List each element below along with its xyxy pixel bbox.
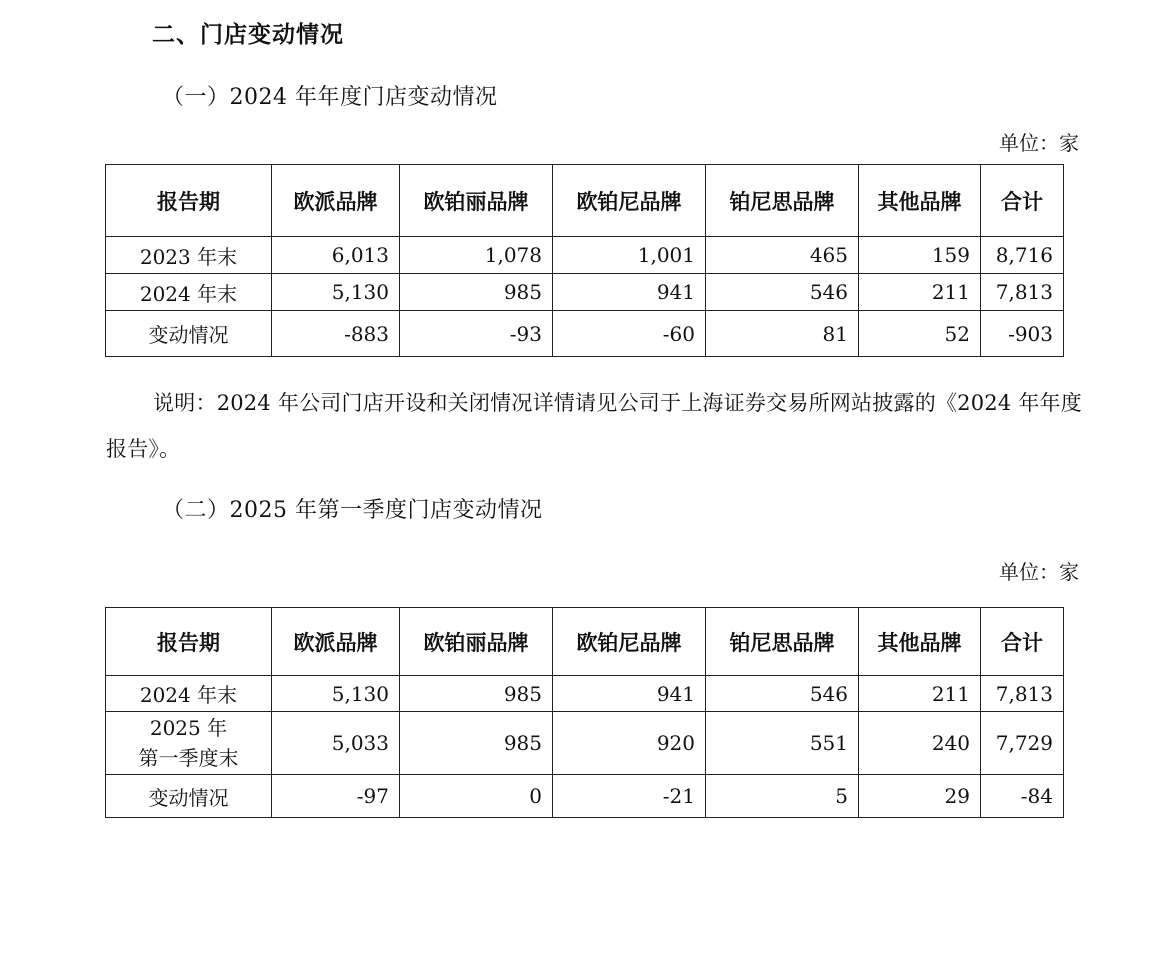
cell-value: -93	[400, 311, 553, 357]
header-other: 其他品牌	[859, 165, 981, 237]
cell-value: 920	[553, 712, 706, 775]
cell-value: 5,130	[272, 274, 400, 311]
table-header-row	[106, 608, 1064, 676]
header-oppein: 欧派品牌	[272, 608, 400, 676]
cell-value: 5	[706, 775, 859, 818]
cell-value: 941	[553, 274, 706, 311]
row-period: 2024 年末	[106, 274, 272, 311]
row-period: 2024 年末	[106, 676, 272, 712]
cell-value: 551	[706, 712, 859, 775]
cell-value: 29	[859, 775, 981, 818]
cell-value: 211	[859, 676, 981, 712]
cell-value: -84	[981, 775, 1064, 818]
header-period: 报告期	[106, 608, 272, 676]
cell-value: 1,078	[400, 237, 553, 274]
row-period: 变动情况	[106, 311, 272, 357]
table-row	[106, 712, 1064, 775]
table-row	[106, 274, 1064, 311]
row-period-line1: 2025 年	[149, 716, 228, 740]
cell-value: 465	[706, 237, 859, 274]
row-period-line2: 第一季度末	[138, 746, 239, 770]
cell-value: 5,130	[272, 676, 400, 712]
table-row	[106, 311, 1064, 357]
table-row	[106, 775, 1064, 818]
cell-value: -883	[272, 311, 400, 357]
cell-value: 546	[706, 676, 859, 712]
subsection-title-2024: （一）2024 年年度门店变动情况	[162, 85, 498, 110]
store-change-table-2025q1	[105, 607, 1064, 818]
cell-value: 211	[859, 274, 981, 311]
header-bonisi: 铂尼思品牌	[706, 608, 859, 676]
cell-value: 8,716	[981, 237, 1064, 274]
cell-value: 7,813	[981, 676, 1064, 712]
cell-value: 941	[553, 676, 706, 712]
cell-value: 985	[400, 676, 553, 712]
cell-value: 985	[400, 274, 553, 311]
cell-value: -21	[553, 775, 706, 818]
cell-value: 6,013	[272, 237, 400, 274]
table-header-row	[106, 165, 1064, 237]
header-total: 合计	[981, 608, 1064, 676]
row-period: 变动情况	[106, 775, 272, 818]
cell-value: 81	[706, 311, 859, 357]
cell-value: 159	[859, 237, 981, 274]
cell-value: -97	[272, 775, 400, 818]
header-period: 报告期	[106, 165, 272, 237]
cell-value: 240	[859, 712, 981, 775]
row-period: 2023 年末	[106, 237, 272, 274]
header-oupeini: 欧铂尼品牌	[553, 608, 706, 676]
cell-value: 546	[706, 274, 859, 311]
cell-value: 5,033	[272, 712, 400, 775]
header-other: 其他品牌	[859, 608, 981, 676]
row-period	[106, 712, 272, 775]
note-paragraph: 说明：2024 年公司门店开设和关闭情况详情请见公司于上海证券交易所网站披露的《2024 年年度报告》。	[106, 391, 1082, 461]
table-row	[106, 237, 1064, 274]
section-title: 二、门店变动情况	[152, 21, 344, 48]
cell-value: 7,813	[981, 274, 1064, 311]
cell-value: -60	[553, 311, 706, 357]
cell-value: 7,729	[981, 712, 1064, 775]
header-oupeili: 欧铂丽品牌	[400, 165, 553, 237]
unit-label-2025q1: 单位：家	[999, 560, 1079, 584]
cell-value: 0	[400, 775, 553, 818]
header-oupeili: 欧铂丽品牌	[400, 608, 553, 676]
unit-label-2024: 单位：家	[999, 131, 1079, 155]
cell-value: 1,001	[553, 237, 706, 274]
cell-value: 985	[400, 712, 553, 775]
cell-value: -903	[981, 311, 1064, 357]
subsection-title-2025q1: （二）2025 年第一季度门店变动情况	[162, 498, 543, 523]
store-change-table-2024	[105, 164, 1064, 357]
header-total: 合计	[981, 165, 1064, 237]
cell-value: 52	[859, 311, 981, 357]
header-oppein: 欧派品牌	[272, 165, 400, 237]
header-bonisi: 铂尼思品牌	[706, 165, 859, 237]
header-oupeini: 欧铂尼品牌	[553, 165, 706, 237]
table-row	[106, 676, 1064, 712]
